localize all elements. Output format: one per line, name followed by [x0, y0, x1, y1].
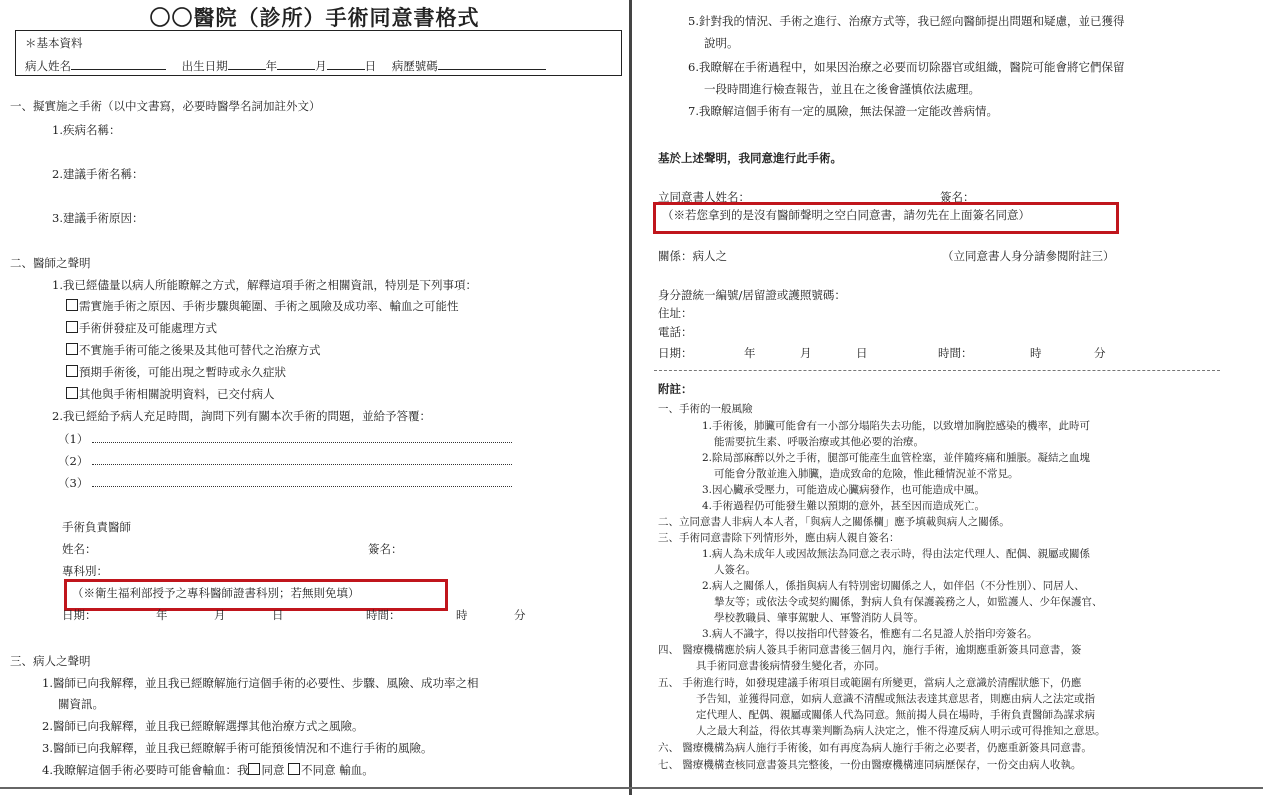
- dashed-separator: [654, 370, 1220, 371]
- consenter-name-label: 立同意書人姓名：: [658, 190, 750, 204]
- note-3-2c: 學校教職員、肇事駕駛人、軍警消防人員等。: [714, 612, 924, 624]
- month-label: 月: [800, 346, 812, 360]
- day-label: 日: [856, 346, 868, 360]
- note-3: 三、手術同意書除下列情形外，應由病人親自簽名：: [658, 532, 900, 544]
- bottom-rule: [0, 787, 1263, 789]
- surgery-reason-label: 3.建議手術原因：: [52, 211, 144, 225]
- day-label: 日: [272, 608, 284, 622]
- patient-statement-6a: 6.我瞭解在手術過程中，如果因治療之必要而切除器官或組織，醫院可能會將它們保留: [688, 60, 1125, 74]
- patient-statement-1a: 1.醫師已向我解釋，並且我已經瞭解施行這個手術的必要性、步驟、風險、成功率之相: [42, 676, 479, 690]
- question-line-2[interactable]: （2）: [58, 454, 512, 468]
- patient-statement-5a: 5.針對我的情況、手術之進行、治療方式等，我已經向醫師提出問題和疑慮，並已獲得: [688, 14, 1125, 28]
- year-label: 年: [744, 346, 756, 360]
- checkbox[interactable]: [66, 321, 78, 333]
- consent-form-page-right: [632, 0, 1263, 795]
- doctor-statement-2: 2.我已經給予病人充足時間，詢問下列有關本次手術的問題，並給予答覆：: [52, 409, 431, 423]
- section2-heading: 二、醫師之聲明: [10, 256, 91, 270]
- note-1-2b: 可能會分散並進入肺臟，造成致命的危險，惟此種情況並不常見。: [714, 468, 1019, 480]
- time-label: 時間：: [366, 608, 401, 622]
- note-1-4: 4.手術過程仍可能發生難以預期的意外，甚至因而造成死亡。: [702, 500, 986, 512]
- minute-label: 分: [514, 608, 526, 622]
- specialty-label: 專科別：: [62, 564, 108, 578]
- checkbox-item-5: 其他與手術相關說明資料，已交付病人: [66, 387, 275, 401]
- disagree-checkbox[interactable]: [288, 763, 300, 775]
- surgeon-heading: 手術負責醫師: [62, 520, 131, 534]
- consenter-sign-label: 簽名：: [940, 190, 975, 204]
- agree-checkbox[interactable]: [248, 763, 260, 775]
- record-number-field[interactable]: [438, 58, 546, 70]
- record-number-label: 病歷號碼: [391, 59, 438, 73]
- dob-label: 出生日期: [181, 59, 228, 73]
- dob-day-field[interactable]: [327, 58, 365, 70]
- relation-label: 關係：病人之: [658, 249, 727, 263]
- year-label: 年: [156, 608, 168, 622]
- note-3-3: 3.病人不識字，得以按指印代替簽名，惟應有二名見證人於指印旁簽名。: [702, 628, 1038, 640]
- note-3-2a: 2.病人之關係人，係指與病人有特別密切關係之人，如伴侶（不分性別）、同居人、: [702, 580, 1085, 592]
- consent-date-label: 日期：: [658, 346, 693, 360]
- question-line-1[interactable]: （1）: [58, 432, 512, 446]
- patient-statement-7: 7.我瞭解這個手術有一定的風險，無法保證一定能改善病情。: [688, 104, 998, 118]
- specialty-note-highlight: [64, 579, 448, 611]
- surgeon-sign-label: 簽名：: [368, 542, 403, 556]
- section1-heading: 一、擬實施之手術（以中文書寫，必要時醫學名詞加註外文）: [10, 99, 321, 113]
- blank-form-note: （※若您拿到的是沒有醫師聲明之空白同意書，請勿先在上面簽名同意）: [662, 208, 1030, 222]
- note-4b: 具手術同意書後病情發生變化者，亦同。: [696, 660, 885, 672]
- agreement-statement: 基於上述聲明，我同意進行此手術。: [658, 151, 842, 165]
- note-1: 一、手術的一般風險: [658, 403, 753, 415]
- section3-heading: 三、病人之聲明: [10, 654, 91, 668]
- doctor-statement-1: 1.我已經儘量以病人所能瞭解之方式，解釋這項手術之相關資訊，特別是下列事項：: [52, 278, 477, 292]
- checkbox[interactable]: [66, 387, 78, 399]
- note-5a: 五、 手術進行時，如發現建議手術項目或範圍有所變更，當病人之意識於清醒狀態下，仍應: [658, 677, 1082, 689]
- day-label: 日: [364, 59, 377, 73]
- dob-month-field[interactable]: [277, 58, 315, 70]
- notes-heading: 附註：: [658, 382, 693, 396]
- note-3-1a: 1.病人為未成年人或因故無法為同意之表示時，得由法定代理人、配偶、親屬或關係: [702, 548, 1091, 560]
- note-1-1b: 能需要抗生素、呼吸治療或其他必要的治療。: [714, 436, 924, 448]
- minute-label: 分: [1094, 346, 1106, 360]
- time-label: 時間：: [938, 346, 973, 360]
- consent-form-page-left: [0, 0, 629, 795]
- form-title: 〇〇醫院（診所）手術同意書格式: [149, 5, 480, 30]
- patient-statement-6b: 一段時間進行檢查報告，並且在之後會謹慎依法處理。: [704, 82, 980, 96]
- note-2: 二、立同意書人非病人本人者，「與病人之關係欄」應予填載與病人之關係。: [658, 516, 1010, 528]
- checkbox[interactable]: [66, 365, 78, 377]
- patient-statement-3: 3.醫師已向我解釋，並且我已經瞭解手術可能預後情況和不進行手術的風險。: [42, 741, 433, 755]
- note-5d: 人之最大利益，得依其專業判斷為病人決定之，惟不得違反病人明示或可得推知之意思。: [696, 725, 1106, 737]
- specialty-note: （※衛生福利部授予之專科醫師證書科別；若無則免填）: [72, 586, 360, 600]
- question-line-3[interactable]: （3）: [58, 476, 512, 490]
- hour-label: 時: [456, 608, 468, 622]
- surgery-name-label: 2.建議手術名稱：: [52, 167, 144, 181]
- surgeon-name-label: 姓名：: [62, 542, 97, 556]
- note-1-1a: 1.手術後，肺臟可能會有一小部分塌陷失去功能，以致增加胸腔感染的機率，此時可: [702, 420, 1091, 432]
- patient-statement-2: 2.醫師已向我解釋，並且我已經瞭解選擇其他治療方式之風險。: [42, 719, 364, 733]
- surgeon-date-label: 日期：: [62, 608, 97, 622]
- patient-name-label: 病人姓名: [25, 59, 71, 73]
- month-label: 月: [315, 59, 327, 73]
- address-label: 住址：: [658, 306, 693, 320]
- phone-label: 電話：: [658, 325, 693, 339]
- note-1-2a: 2.除局部麻醉以外之手術，腿部可能產生血管栓塞，並伴隨疼痛和腫脹。凝結之血塊: [702, 452, 1091, 464]
- checkbox-item-2: 手術併發症及可能處理方式: [66, 321, 217, 335]
- patient-statement-1b: 關資訊。: [58, 697, 104, 711]
- note-4a: 四、 醫療機構應於病人簽具手術同意書後三個月內，施行手術，逾期應重新簽具同意書，簽: [658, 644, 1082, 656]
- relation-note: （立同意書人身分請參閱附註三）: [942, 249, 1115, 263]
- checkbox[interactable]: [66, 299, 78, 311]
- checkbox[interactable]: [66, 343, 78, 355]
- basic-info-heading: ＊基本資料: [25, 36, 83, 50]
- patient-name-field[interactable]: [71, 58, 166, 70]
- patient-statement-5b: 說明。: [704, 36, 739, 50]
- note-3-2b: 摯友等；或依法令或契約關係，對病人負有保護義務之人，如監護人、少年保護官、: [714, 596, 1103, 608]
- checkbox-item-3: 不實施手術可能之後果及其他可替代之治療方式: [66, 343, 321, 357]
- blank-form-note-highlight: [653, 202, 1119, 234]
- month-label: 月: [214, 608, 226, 622]
- hour-label: 時: [1030, 346, 1042, 360]
- note-6: 六、 醫療機構為病人施行手術後，如有再度為病人施行手術之必要者，仍應重新簽具同意書。: [658, 742, 1092, 754]
- note-3-1b: 人簽名。: [714, 564, 756, 576]
- year-label: 年: [265, 59, 278, 73]
- basic-info-fields: [25, 58, 546, 73]
- patient-statement-4: 4.我瞭解這個手術必要時可能會輸血：我 同意 不同意 輸血。: [42, 763, 374, 777]
- note-5b: 予告知，並獲得同意，如病人意識不清醒或無法表達其意思者，則應由病人之法定或指: [696, 693, 1095, 705]
- dob-year-field[interactable]: [228, 58, 266, 70]
- note-5c: 定代理人、配偶、親屬或關係人代為同意。無前揭人員在場時，手術負責醫師為謀求病: [696, 709, 1095, 721]
- id-number-label: 身分證統一編號/居留證或護照號碼：: [658, 288, 846, 302]
- note-1-3: 3.因心臟承受壓力，可能造成心臟病發作，也可能造成中風。: [702, 484, 986, 496]
- note-7: 七、 醫療機構查核同意書簽具完整後，一份由醫療機構連同病歷保存，一份交由病人收執。: [658, 759, 1082, 771]
- checkbox-item-4: 預期手術後，可能出現之暫時或永久症狀: [66, 365, 286, 379]
- disease-name-label: 1.疾病名稱：: [52, 123, 121, 137]
- checkbox-item-1: 需實施手術之原因、手術步驟與範圍、手術之風險及成功率、輸血之可能性: [66, 299, 459, 313]
